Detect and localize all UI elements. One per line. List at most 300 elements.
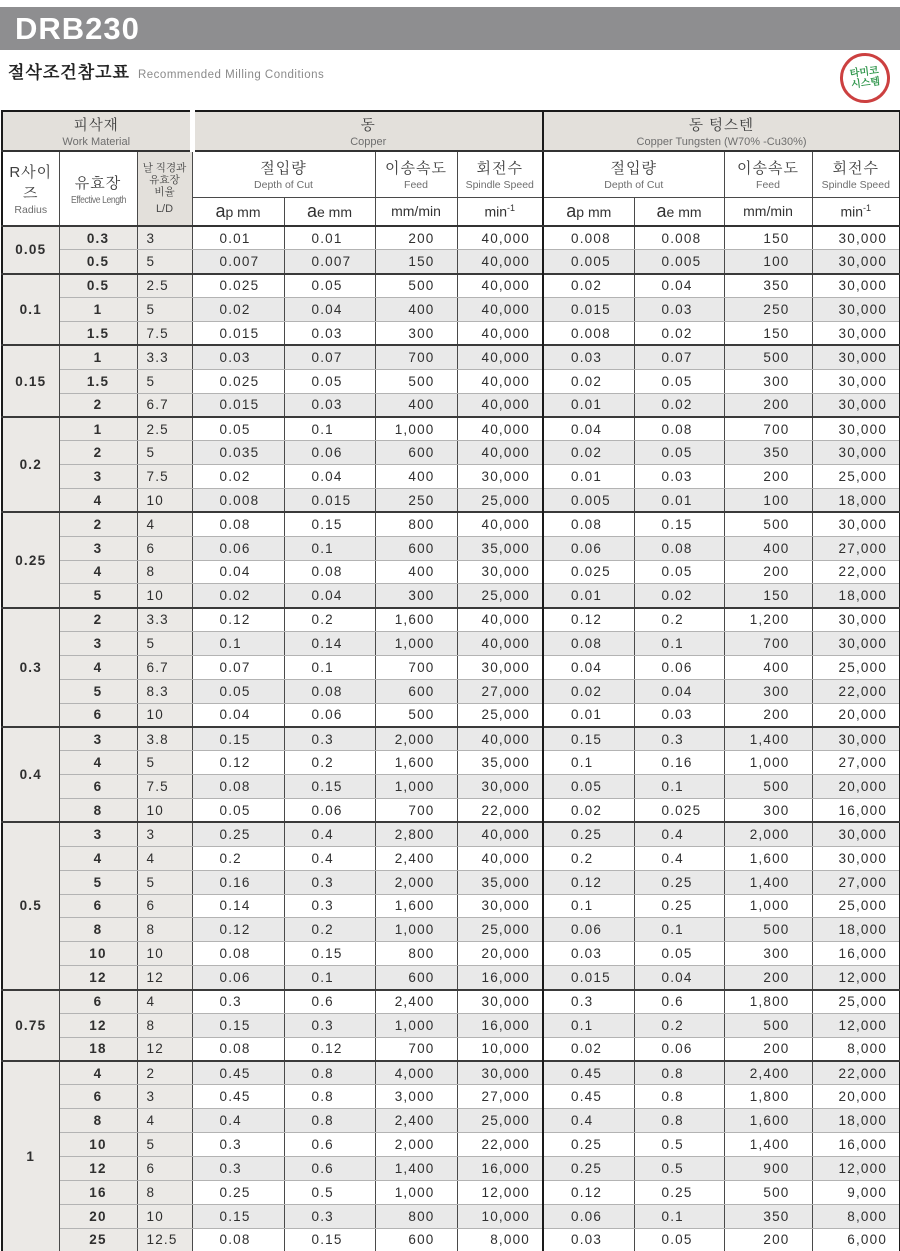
cu-feed-cell: 2,800 — [375, 822, 457, 846]
cuw-ap-cell: 0.01 — [543, 393, 634, 417]
milling-conditions-table — [1, 110, 900, 1251]
cuw-ae-cell: 0.05 — [634, 560, 724, 584]
cu-ap-cell: 0.008 — [192, 488, 284, 512]
cuw-ae-cell: 0.8 — [634, 1061, 724, 1085]
cuw-feed-cell: 300 — [724, 679, 812, 703]
cu-ap-cell: 0.025 — [192, 274, 284, 298]
cu-ae-cell: 0.4 — [284, 822, 375, 846]
ld-cell: 8 — [137, 918, 192, 942]
cu-ap-cell: 0.1 — [192, 632, 284, 656]
cu-ae-cell: 0.14 — [284, 632, 375, 656]
cu-ap-cell: 0.15 — [192, 1204, 284, 1228]
cuw-speed-cell: 30,000 — [812, 608, 900, 632]
cu-feed-cell: 250 — [375, 488, 457, 512]
cu-ae-cell: 0.03 — [284, 393, 375, 417]
cuw-feed-cell: 350 — [724, 441, 812, 465]
cuw-feed-cell: 1,400 — [724, 727, 812, 751]
cu-ae-cell: 0.007 — [284, 250, 375, 274]
ld-cell: 4 — [137, 1109, 192, 1133]
ld-cell: 12 — [137, 1037, 192, 1061]
ld-cell: 3.8 — [137, 727, 192, 751]
length-cell: 3 — [59, 536, 137, 560]
unit-cuw-speed: $\min^{-1}$ — [812, 197, 900, 226]
cuw-ap-cell: 0.08 — [543, 512, 634, 536]
cuw-speed-cell: 18,000 — [812, 1109, 900, 1133]
cuw-ae-cell: 0.06 — [634, 1037, 724, 1061]
cuw-ae-cell: 0.008 — [634, 226, 724, 250]
cuw-speed-cell: 18,000 — [812, 584, 900, 608]
cu-ap-cell: 0.25 — [192, 1180, 284, 1204]
cu-ap-cell: 0.06 — [192, 536, 284, 560]
cuw-ae-cell: 0.1 — [634, 918, 724, 942]
cuw-ae-cell: 0.5 — [634, 1157, 724, 1181]
cu-ap-cell: 0.04 — [192, 560, 284, 584]
cu-ap-cell: 0.03 — [192, 345, 284, 369]
length-cell: 20 — [59, 1204, 137, 1228]
cu-speed-cell: 40,000 — [457, 608, 543, 632]
cu-speed-cell: 30,000 — [457, 990, 543, 1014]
cuw-ap-cell: 0.12 — [543, 608, 634, 632]
ld-cell: 5 — [137, 250, 192, 274]
cu-speed-cell: 40,000 — [457, 846, 543, 870]
cu-speed-cell: 25,000 — [457, 1109, 543, 1133]
table-row — [2, 1109, 900, 1133]
cuw-feed-cell: 500 — [724, 775, 812, 799]
cuw-speed-cell: 27,000 — [812, 536, 900, 560]
cuw-ap-cell: 0.01 — [543, 465, 634, 489]
cuw-feed-cell: 1,600 — [724, 1109, 812, 1133]
cuw-speed-cell: 30,000 — [812, 417, 900, 441]
length-cell: 0.5 — [59, 274, 137, 298]
radius-cell: 0.1 — [2, 274, 59, 346]
cuw-ap-cell: 0.05 — [543, 775, 634, 799]
cu-feed-cell: 2,400 — [375, 1109, 457, 1133]
cu-speed-cell: 16,000 — [457, 1013, 543, 1037]
cu-speed-cell: 40,000 — [457, 727, 543, 751]
cu-speed-cell: 25,000 — [457, 488, 543, 512]
cuw-ap-cell: 0.03 — [543, 1228, 634, 1251]
cuw-ae-cell: 0.04 — [634, 966, 724, 990]
cu-speed-cell: 30,000 — [457, 465, 543, 489]
cu-ae-cell: 0.06 — [284, 703, 375, 727]
ld-cell: 7.5 — [137, 321, 192, 345]
table-row — [2, 894, 900, 918]
table-row — [2, 799, 900, 823]
cuw-speed-cell: 16,000 — [812, 799, 900, 823]
length-cell: 10 — [59, 942, 137, 966]
ld-cell: 2 — [137, 1061, 192, 1085]
cu-feed-cell: 800 — [375, 1204, 457, 1228]
cu-ap-cell: 0.45 — [192, 1085, 284, 1109]
cuw-speed-cell: 30,000 — [812, 226, 900, 250]
cu-feed-cell: 700 — [375, 345, 457, 369]
table-row — [2, 1061, 900, 1085]
cuw-ap-cell: 0.25 — [543, 1157, 634, 1181]
cuw-ap-cell: 0.12 — [543, 1180, 634, 1204]
cu-feed-cell: 700 — [375, 655, 457, 679]
table-row — [2, 250, 900, 274]
table-body — [2, 226, 900, 1251]
cu-speed-cell: 27,000 — [457, 679, 543, 703]
table-row — [2, 274, 900, 298]
cuw-feed-cell: 1,000 — [724, 751, 812, 775]
cu-ap-cell: 0.04 — [192, 703, 284, 727]
cu-ap-cell: 0.02 — [192, 584, 284, 608]
cuw-feed-cell: 1,600 — [724, 846, 812, 870]
cuw-ap-cell: 0.15 — [543, 727, 634, 751]
cuw-speed-cell: 12,000 — [812, 966, 900, 990]
table-row — [2, 942, 900, 966]
cuw-ae-cell: 0.05 — [634, 369, 724, 393]
cuw-feed-cell: 200 — [724, 560, 812, 584]
cuw-ae-cell: 0.4 — [634, 822, 724, 846]
cuw-speed-cell: 27,000 — [812, 870, 900, 894]
ld-cell: 8.3 — [137, 679, 192, 703]
cu-speed-cell: 40,000 — [457, 417, 543, 441]
cuw-feed-cell: 200 — [724, 393, 812, 417]
cuw-feed-cell: 350 — [724, 1204, 812, 1228]
cu-ae-cell: 0.3 — [284, 894, 375, 918]
cu-feed-cell: 800 — [375, 942, 457, 966]
cu-ae-cell: 0.08 — [284, 679, 375, 703]
cu-speed-cell: 40,000 — [457, 226, 543, 250]
cu-ap-cell: 0.08 — [192, 942, 284, 966]
table-row — [2, 703, 900, 727]
table-row — [2, 584, 900, 608]
table-row — [2, 632, 900, 656]
cu-ae-cell: 0.06 — [284, 441, 375, 465]
cuw-feed-cell: 200 — [724, 1228, 812, 1251]
cuw-speed-cell: 16,000 — [812, 1133, 900, 1157]
cuw-speed-cell: 30,000 — [812, 512, 900, 536]
cuw-feed-cell: 150 — [724, 584, 812, 608]
cu-ap-cell: 0.035 — [192, 441, 284, 465]
page-title: DRB230 — [15, 10, 140, 46]
cu-ap-cell: 0.16 — [192, 870, 284, 894]
cuw-speed-cell: 30,000 — [812, 250, 900, 274]
cu-speed-cell: 10,000 — [457, 1204, 543, 1228]
cuw-speed-cell: 25,000 — [812, 465, 900, 489]
cuw-ap-cell: 0.008 — [543, 321, 634, 345]
table-row — [2, 226, 900, 250]
cuw-ap-cell: 0.3 — [543, 990, 634, 1014]
length-cell: 2 — [59, 393, 137, 417]
cuw-ae-cell: 0.05 — [634, 441, 724, 465]
cu-ae-cell: 0.2 — [284, 608, 375, 632]
cuw-ae-cell: 0.25 — [634, 1180, 724, 1204]
cu-feed-cell: 1,400 — [375, 1157, 457, 1181]
header-radius: R사이즈 Radius — [2, 151, 59, 226]
cuw-ae-cell: 0.1 — [634, 775, 724, 799]
cu-ae-cell: 0.15 — [284, 1228, 375, 1251]
cu-ap-cell: 0.15 — [192, 1013, 284, 1037]
cu-feed-cell: 200 — [375, 226, 457, 250]
ld-cell: 5 — [137, 870, 192, 894]
cuw-ap-cell: 0.02 — [543, 274, 634, 298]
length-cell: 5 — [59, 679, 137, 703]
cuw-feed-cell: 200 — [724, 1037, 812, 1061]
cu-feed-cell: 1,000 — [375, 775, 457, 799]
length-cell: 8 — [59, 918, 137, 942]
cu-ae-cell: 0.3 — [284, 1013, 375, 1037]
length-cell: 18 — [59, 1037, 137, 1061]
cuw-ae-cell: 0.05 — [634, 942, 724, 966]
cuw-speed-cell: 20,000 — [812, 775, 900, 799]
cuw-feed-cell: 500 — [724, 512, 812, 536]
ld-cell: 5 — [137, 751, 192, 775]
cu-ae-cell: 0.3 — [284, 727, 375, 751]
cu-feed-cell: 600 — [375, 679, 457, 703]
cuw-feed-cell: 2,000 — [724, 822, 812, 846]
cuw-speed-cell: 16,000 — [812, 942, 900, 966]
cu-ae-cell: 0.8 — [284, 1109, 375, 1133]
cu-feed-cell: 2,400 — [375, 990, 457, 1014]
cuw-ap-cell: 0.1 — [543, 751, 634, 775]
cu-ap-cell: 0.007 — [192, 250, 284, 274]
cu-ap-cell: 0.08 — [192, 1228, 284, 1251]
cu-ap-cell: 0.08 — [192, 1037, 284, 1061]
cuw-ae-cell: 0.16 — [634, 751, 724, 775]
logo-text-line1: 타미코 — [849, 65, 880, 80]
cu-ae-cell: 0.6 — [284, 1157, 375, 1181]
cu-speed-cell: 35,000 — [457, 870, 543, 894]
cuw-feed-cell: 1,800 — [724, 990, 812, 1014]
cu-speed-cell: 40,000 — [457, 369, 543, 393]
cuw-speed-cell: 12,000 — [812, 1013, 900, 1037]
cu-speed-cell: 40,000 — [457, 250, 543, 274]
cuw-speed-cell: 8,000 — [812, 1204, 900, 1228]
length-cell: 4 — [59, 1061, 137, 1085]
cu-ae-cell: 0.1 — [284, 536, 375, 560]
cuw-ae-cell: 0.02 — [634, 321, 724, 345]
radius-cell: 0.25 — [2, 512, 59, 607]
cuw-ap-cell: 0.06 — [543, 1204, 634, 1228]
cu-speed-cell: 30,000 — [457, 560, 543, 584]
cuw-speed-cell: 30,000 — [812, 822, 900, 846]
cuw-ae-cell: 0.05 — [634, 1228, 724, 1251]
cu-feed-cell: 1,600 — [375, 608, 457, 632]
table-row — [2, 393, 900, 417]
cu-ap-cell: 0.07 — [192, 655, 284, 679]
cuw-ae-cell: 0.25 — [634, 870, 724, 894]
cuw-ae-cell: 0.25 — [634, 894, 724, 918]
unit-cu-ap: ap mm — [192, 197, 284, 226]
cuw-feed-cell: 1,800 — [724, 1085, 812, 1109]
cuw-speed-cell: 20,000 — [812, 1085, 900, 1109]
cuw-speed-cell: 27,000 — [812, 751, 900, 775]
cuw-feed-cell: 1,200 — [724, 608, 812, 632]
cuw-feed-cell: 900 — [724, 1157, 812, 1181]
page-subtitle — [8, 58, 324, 83]
cuw-feed-cell: 150 — [724, 226, 812, 250]
cu-feed-cell: 3,000 — [375, 1085, 457, 1109]
header-cu-depth-of-cut: 절입량 Depth of Cut — [192, 151, 375, 197]
cuw-feed-cell: 100 — [724, 488, 812, 512]
table-row — [2, 846, 900, 870]
ld-cell: 6 — [137, 1157, 192, 1181]
cuw-feed-cell: 300 — [724, 942, 812, 966]
cuw-ae-cell: 0.06 — [634, 655, 724, 679]
cuw-ap-cell: 0.1 — [543, 894, 634, 918]
length-cell: 12 — [59, 1157, 137, 1181]
cu-ae-cell: 0.5 — [284, 1180, 375, 1204]
cu-feed-cell: 300 — [375, 584, 457, 608]
length-cell: 6 — [59, 990, 137, 1014]
length-cell: 8 — [59, 799, 137, 823]
radius-cell: 0.2 — [2, 417, 59, 512]
ld-cell: 6 — [137, 536, 192, 560]
cu-speed-cell: 10,000 — [457, 1037, 543, 1061]
cu-feed-cell: 600 — [375, 1228, 457, 1251]
cuw-ap-cell: 0.015 — [543, 966, 634, 990]
cu-ae-cell: 0.2 — [284, 918, 375, 942]
ld-cell: 5 — [137, 632, 192, 656]
cuw-ae-cell: 0.8 — [634, 1109, 724, 1133]
length-cell: 8 — [59, 1109, 137, 1133]
cuw-speed-cell: 18,000 — [812, 918, 900, 942]
table-row — [2, 918, 900, 942]
cu-ae-cell: 0.15 — [284, 775, 375, 799]
cuw-ap-cell: 0.01 — [543, 703, 634, 727]
length-cell: 0.3 — [59, 226, 137, 250]
cuw-speed-cell: 8,000 — [812, 1037, 900, 1061]
cu-feed-cell: 600 — [375, 966, 457, 990]
cuw-speed-cell: 30,000 — [812, 393, 900, 417]
cu-feed-cell: 700 — [375, 799, 457, 823]
cu-feed-cell: 1,000 — [375, 632, 457, 656]
cu-ae-cell: 0.05 — [284, 369, 375, 393]
cuw-feed-cell: 1,000 — [724, 894, 812, 918]
ld-cell: 10 — [137, 942, 192, 966]
cu-ae-cell: 0.08 — [284, 560, 375, 584]
cuw-speed-cell: 30,000 — [812, 298, 900, 322]
cu-ap-cell: 0.4 — [192, 1109, 284, 1133]
table-row — [2, 1157, 900, 1181]
cu-ae-cell: 0.1 — [284, 655, 375, 679]
cu-feed-cell: 150 — [375, 250, 457, 274]
cuw-speed-cell: 30,000 — [812, 274, 900, 298]
cu-ap-cell: 0.015 — [192, 393, 284, 417]
table-row — [2, 655, 900, 679]
cu-ap-cell: 0.025 — [192, 369, 284, 393]
ld-cell: 8 — [137, 1013, 192, 1037]
cu-ap-cell: 0.15 — [192, 727, 284, 751]
table-row — [2, 727, 900, 751]
cuw-ap-cell: 0.025 — [543, 560, 634, 584]
cu-ae-cell: 0.6 — [284, 990, 375, 1014]
cu-ae-cell: 0.01 — [284, 226, 375, 250]
length-cell: 12 — [59, 966, 137, 990]
cu-speed-cell: 40,000 — [457, 298, 543, 322]
cu-speed-cell: 12,000 — [457, 1180, 543, 1204]
radius-cell: 0.15 — [2, 345, 59, 417]
length-cell: 4 — [59, 655, 137, 679]
cu-ap-cell: 0.02 — [192, 465, 284, 489]
cuw-feed-cell: 500 — [724, 1013, 812, 1037]
cu-feed-cell: 2,000 — [375, 870, 457, 894]
cuw-ae-cell: 0.1 — [634, 1204, 724, 1228]
ld-cell: 10 — [137, 1204, 192, 1228]
length-cell: 0.5 — [59, 250, 137, 274]
table-row — [2, 1180, 900, 1204]
page-title-bar — [0, 7, 900, 50]
table-row — [2, 990, 900, 1014]
cuw-ap-cell: 0.005 — [543, 250, 634, 274]
cu-feed-cell: 800 — [375, 512, 457, 536]
cuw-ap-cell: 0.06 — [543, 918, 634, 942]
cu-ap-cell: 0.12 — [192, 918, 284, 942]
table-row — [2, 608, 900, 632]
cuw-ap-cell: 0.03 — [543, 942, 634, 966]
ld-cell: 10 — [137, 584, 192, 608]
cuw-feed-cell: 1,400 — [724, 870, 812, 894]
cuw-speed-cell: 22,000 — [812, 679, 900, 703]
length-cell: 6 — [59, 1085, 137, 1109]
table-row — [2, 775, 900, 799]
cuw-ap-cell: 0.005 — [543, 488, 634, 512]
cu-ae-cell: 0.04 — [284, 465, 375, 489]
table-row — [2, 870, 900, 894]
ld-cell: 5 — [137, 369, 192, 393]
length-cell: 4 — [59, 751, 137, 775]
length-cell: 3 — [59, 727, 137, 751]
unit-cu-feed: mm/min — [375, 197, 457, 226]
header-cuw-spindle-speed: 회전수 Spindle Speed — [812, 151, 900, 197]
cu-ap-cell: 0.01 — [192, 226, 284, 250]
table-row — [2, 560, 900, 584]
header-cu-spindle-speed: 회전수 Spindle Speed — [457, 151, 543, 197]
header-cuw-feed: 이송속도 Feed — [724, 151, 812, 197]
cu-feed-cell: 500 — [375, 703, 457, 727]
cuw-feed-cell: 500 — [724, 345, 812, 369]
cuw-ae-cell: 0.04 — [634, 679, 724, 703]
cu-speed-cell: 35,000 — [457, 536, 543, 560]
cuw-ae-cell: 0.08 — [634, 536, 724, 560]
cu-ap-cell: 0.06 — [192, 966, 284, 990]
cuw-ap-cell: 0.02 — [543, 679, 634, 703]
cu-ap-cell: 0.12 — [192, 608, 284, 632]
cu-feed-cell: 4,000 — [375, 1061, 457, 1085]
cuw-feed-cell: 200 — [724, 465, 812, 489]
cu-ap-cell: 0.015 — [192, 321, 284, 345]
ld-cell: 7.5 — [137, 465, 192, 489]
cuw-speed-cell: 30,000 — [812, 846, 900, 870]
table-row — [2, 1204, 900, 1228]
cu-ap-cell: 0.05 — [192, 799, 284, 823]
ld-cell: 4 — [137, 846, 192, 870]
ld-cell: 3 — [137, 226, 192, 250]
cu-ap-cell: 0.45 — [192, 1061, 284, 1085]
unit-cu-ae: ae mm — [284, 197, 375, 226]
cuw-ae-cell: 0.03 — [634, 298, 724, 322]
cuw-feed-cell: 200 — [724, 966, 812, 990]
cu-feed-cell: 1,600 — [375, 751, 457, 775]
ld-cell: 5 — [137, 441, 192, 465]
cuw-ap-cell: 0.04 — [543, 655, 634, 679]
length-cell: 1 — [59, 417, 137, 441]
cu-ae-cell: 0.07 — [284, 345, 375, 369]
cuw-feed-cell: 2,400 — [724, 1061, 812, 1085]
header-effective-length: 유효장 Effective Length — [59, 151, 137, 226]
ld-cell: 4 — [137, 990, 192, 1014]
cuw-feed-cell: 100 — [724, 250, 812, 274]
cu-ae-cell: 0.4 — [284, 846, 375, 870]
length-cell: 3 — [59, 465, 137, 489]
ld-cell: 8 — [137, 560, 192, 584]
cu-ae-cell: 0.1 — [284, 417, 375, 441]
cu-feed-cell: 2,000 — [375, 727, 457, 751]
cu-ae-cell: 0.15 — [284, 512, 375, 536]
